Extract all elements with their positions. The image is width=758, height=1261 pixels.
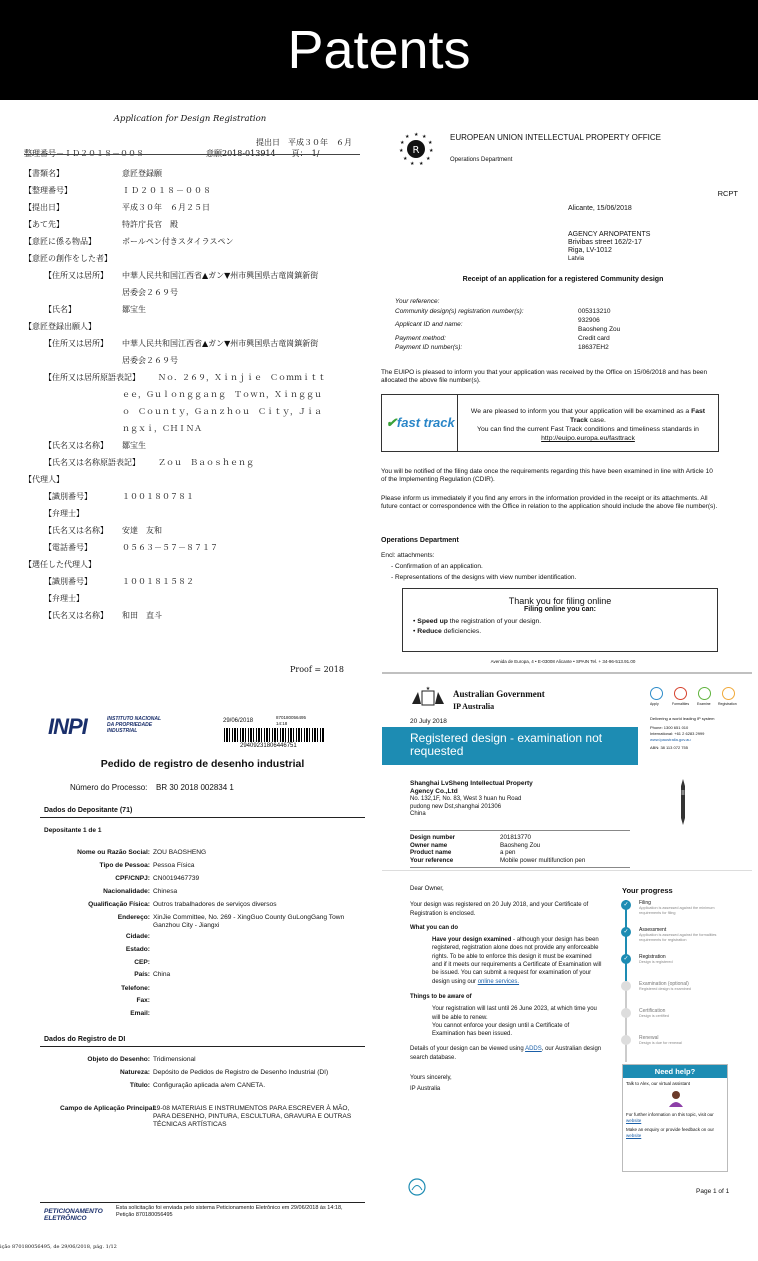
jp-value: 中華人民共和国江西省▲ガン▼州市興国県古竜崗鎮新街 [122,271,319,280]
br-field-value: Tridimensional [153,1056,196,1063]
au-detail-label: Your reference [410,856,454,864]
eu-enclosures: Encl: attachments: [381,552,435,559]
svg-text:★: ★ [419,161,424,166]
au-contact-block [650,716,714,751]
jp-value: ｅｅ，Ｇｕｌｏｎｇｇａｎｇ Ｔｏｗｎ，Ｘｉｎｇｇｕ [122,390,322,399]
fast-track-logo-label: fast track [396,415,455,430]
jp-value: 鄒宝生 [122,441,146,450]
au-bold-text: Have your design examined [432,937,512,944]
svg-text:★: ★ [410,161,415,166]
au-page-number: Page 1 of 1 [696,1188,730,1195]
eu-address [568,231,650,263]
fast-track-line: case. [589,417,606,424]
au-contact-link[interactable]: www.ipaustralia.gov.au [650,737,691,742]
jp-header: Application for Design Registration [113,114,267,124]
jp-label: 【提出日】 [24,203,64,212]
eu-field-label: Payment method: [395,335,446,342]
br-field-label: País: [134,971,150,978]
au-address-line: Agency Co.,Ltd [410,788,458,795]
jp-label: 【住所又は居所】 [44,271,108,280]
svg-text:★: ★ [428,140,433,146]
svg-text:★: ★ [426,156,431,162]
eu-department: Operations Department [450,157,513,163]
au-detail-value: Mobile power multifunction pen [500,856,586,864]
progress-step [625,927,730,954]
br-field-label: Fax: [136,997,150,1004]
ip-australia-letter [382,672,752,1207]
adds-link[interactable]: ADDS [525,1046,542,1053]
au-text: - although your design has been registered, registration alone does not provide any enforceable rights. To be able to enforce this design it must be examined and if it meets our requirements a Certificate of Examination will be issued. You can submit a request for examination of your design using our [432,937,602,985]
jp-ref-line: 整理番号－ＩＤ２０１８－００８ [24,149,144,158]
australian-coat-of-arms-icon [408,686,448,710]
au-paragraph: Your design was registered on 20 July 2018, and your Certificate of Registration is enclosed. [410,902,589,917]
fast-track-text [462,407,714,443]
au-signature: IP Australia [410,1086,441,1093]
formalities-step-icon [674,687,687,700]
fast-track-logo-text [386,415,455,431]
br-field-label: Endereço: [117,914,150,921]
au-heading: What you can do [410,924,458,931]
au-text: For further information on this topic, visit our [626,1112,714,1117]
br-field-label: Nacionalidade: [103,888,150,895]
br-field-label: Estado: [125,946,150,953]
au-contact-line: Phone: 1300 651 010 [650,725,689,730]
jp-label: 【氏名又は名称】 [44,526,108,535]
au-text: Details of your design can be viewed using [410,1046,526,1053]
br-section-title: Dados do Depositante (71) [44,807,133,814]
barcode-number: 29409231806446751 [240,743,297,749]
br-depositor-count: Depositante 1 de 1 [44,827,102,834]
jp-value: ＩＤ２０１８－００８ [122,186,212,195]
au-paragraph [410,1045,602,1062]
eu-receipt-title: Receipt of an application for a registered Community design [462,276,664,283]
progress-step-desc: Design is registered [639,960,673,964]
progress-step-desc: Application is assessed against the formalities requirements for registration [639,933,717,942]
eu-enclosure-item: - Representations of the designs with view number identification. [391,574,577,581]
br-field-value: Outros trabalhadores de serviços diversos [153,901,277,908]
eu-rcpt: RCPT [717,189,738,198]
br-process-label: Número do Processo: [70,783,148,792]
br-field-label: Campo de Aplicação Principal: [60,1105,157,1112]
fast-track-line: You can find the current Fast Track conditions and timeliness standards in [477,426,699,433]
jp-divider [24,154,360,155]
step-label: Apply [650,702,659,706]
eu-enclosure-item: - Confirmation of an application. [391,563,483,570]
au-address [410,796,521,819]
examine-step-icon [698,687,711,700]
br-process-number: BR 30 2018 002834 1 [156,783,234,792]
jp-value: 居委会２６９号 [122,356,178,365]
br-field-label: Título: [129,1082,150,1089]
step-circle-icon [621,981,631,991]
au-footer-emblem-icon [408,1178,426,1196]
peticionamento-logo [44,1208,103,1222]
japanese-application-document [20,108,360,678]
br-divider [40,1046,365,1047]
br-submission-note: Esta solicitação foi enviada pelo sistema Peticionamento Eletrônico em 29/06/2018 às 14:18, Petição 870180056495 [116,1205,343,1218]
br-field-value: Configuração aplicada a/em CANETA. [153,1082,266,1089]
fast-track-bold: Fast Track [570,408,706,424]
au-paragraph: You cannot enforce your design until a Certificate of Examination has been issued. [432,1022,570,1038]
fast-track-link[interactable]: http://euipo.europa.eu/fasttrack [541,435,635,442]
eu-field-label: Your reference: [395,298,440,305]
jp-footer: Proof = 2018 [290,665,344,674]
svg-text:★: ★ [399,148,404,154]
eu-address-line: Latvia [568,256,585,262]
barcode-date: 29/06/2018 [223,718,254,724]
svg-text:★: ★ [405,134,410,140]
jp-label: 【弁理士】 [44,594,84,603]
br-field-value: 19-08 MATERIAIS E INSTRUMENTOS PARA ESCREVER À MÃO, PARA DESENHO, PINTURA, ESCULTURA, GRAVURA E OUTRAS TÉCNICAS ARTÍSTICAS [153,1105,352,1128]
br-section-title: Dados do Registro de DI [44,1036,126,1043]
au-detail-row [410,849,630,857]
progress-step-desc: Design is due for renewal [639,1041,682,1045]
br-field-label: Qualificação Física: [88,901,150,908]
check-circle-icon: ✓ [621,900,631,910]
svg-text:★: ★ [414,132,419,138]
br-field-label: Tipo de Pessoa: [99,862,150,869]
br-field-label: Telefone: [121,985,150,992]
progress-step-desc: Design is certified [639,1014,669,1018]
au-help-box [622,1064,728,1172]
eu-address-line: AGENCY ARNOPATENTS [568,231,651,238]
progress-step-desc: Registered design is examined [639,987,691,991]
progress-step-title: Registration [639,954,666,960]
eu-field-value: Baosheng Zou [578,326,621,333]
jp-label: 【弁理士】 [44,509,84,518]
au-addressee [410,780,533,796]
step-circle-icon [621,1008,631,1018]
pet-logo-line: ELETRÔNICO [44,1215,87,1222]
au-address-line: No. 132,1F, No. 83, West 3 huan hu Road [410,796,522,802]
jp-value: 鄒宝生 [122,305,146,314]
br-field-value: ZOU BAOSHENG [153,849,207,856]
jp-label: 【整理番号】 [24,186,72,195]
eu-office-name: EUROPEAN UNION INTELLECTUAL PROPERTY OFFICE [450,133,662,142]
eu-thanks-item: • Speed up the registration of your design. [413,618,542,625]
jp-value: ボールペン付きスタイラスペン [122,237,234,246]
au-text: , our Australian design search database. [410,1046,602,1061]
svg-text:★: ★ [400,140,405,146]
br-title: Pedido de registro de desenho industrial [100,758,305,770]
jp-label: 【あて先】 [24,220,64,229]
au-help-text: Talk to Alex, our virtual assistant [626,1081,691,1086]
jp-label: 【意匠の創作をした者】 [24,254,112,263]
au-government-title: Australian Government [453,689,545,699]
au-contact-line: International: +61 2 6283 2999 [650,731,705,736]
au-details-list [410,834,630,864]
virtual-assistant-avatar-icon [667,1089,685,1107]
feedback-website-link[interactable]: website [626,1133,642,1138]
progress-step-desc: Application is assessed against the minimum requirements for filing [639,906,715,915]
au-address-line: pudong new Dst,shanghai 201306 [410,803,502,810]
step-label: Formalities [672,702,690,706]
eu-paragraph: The EUIPO is pleased to inform you that your application was received by the Office on 15/06/2018 and has been allocated the above file number(s). [381,369,708,384]
check-circle-icon: ✓ [621,954,631,964]
au-text: Make an enquiry or provide feedback on our [626,1127,715,1132]
au-address-line: China [410,811,426,817]
jp-value: 平成３０年 ６月２５日 [122,203,210,212]
jp-value: 安達 友和 [122,526,162,535]
progress-step-title: Certification [639,1008,666,1014]
au-top-rule [382,672,752,674]
au-progress-title: Your progress [622,886,673,895]
br-field-value: Pessoa Física [153,862,195,869]
eu-paragraph: You will be notified of the filing date once the requirements regarding this have been examined in line with Article 10 of the Implementing Regulation (CDIR). [381,468,713,483]
barcode-top: 870180056495 [276,715,307,720]
step-circle-icon [621,1035,631,1045]
jp-app-number: 意願2018-013914 頁： 1/ [206,149,320,158]
eu-thanks-item: • Reduce deficiencies. [413,628,482,635]
au-detail-value: 201813770 [500,834,531,841]
br-divider [40,817,365,818]
jp-value: 意匠登録願 [122,169,162,178]
jp-value: ｏ Ｃｏｕｎｔｙ，Ｇａｎｚｈｏｕ Ｃｉｔｙ，Ｊｉａ [122,407,322,416]
progress-step-title: Renewal [639,1035,659,1041]
eu-bullet-text: the registration of your design. [449,618,542,625]
pet-logo-line: PETICIONAMENTO [44,1208,103,1215]
br-field-label: Nome ou Razão Social: [77,849,150,856]
jp-label: 【氏名】 [44,305,76,314]
br-field-label: CPF/CNPJ: [115,875,150,882]
au-progress-list [625,900,730,1062]
jp-value: Ｚｏｕ Ｂａｏｓｈｅｎｇ [158,458,254,467]
eu-address-line: Brivibas street 162/2-17 [568,239,642,246]
progress-step-title: Assessment [639,927,667,933]
au-help-text [623,1109,727,1127]
barcode-time: 14:18 [276,721,288,726]
eu-thanks-title: Thank you for filing online [508,596,612,606]
step-label: Examine [697,702,711,706]
eu-address-line: Riga, LV-1012 [568,247,612,254]
fast-track-line: We are pleased to inform you that your application will be examined as a [470,408,690,415]
inpi-application-document [40,700,365,1255]
br-divider [40,1202,365,1203]
au-paragraph: Your registration will last until 26 June 2023, at which time you will be able to renew. [432,1006,597,1021]
au-greeting: Dear Owner, [410,886,444,892]
apply-step-icon [650,687,663,700]
au-detail-row [410,834,630,842]
jp-value: 特許庁長官 殿 [122,220,178,229]
progress-step [625,900,730,927]
br-field-label: Email: [130,1010,150,1017]
au-banner: Registered design - examination not requested [382,727,638,765]
br-field-label: CEP: [134,959,150,966]
jp-value: １００１８０７８１ [122,492,194,501]
svg-text:R: R [412,145,420,156]
progress-step-title: Filing [639,900,651,906]
step-label: Registration [718,702,737,706]
jp-value: １００１８１５８２ [122,577,194,586]
inpi-logo: INPI [48,714,87,739]
au-detail-label: Design number [410,834,456,841]
fast-track-logo [382,395,458,451]
jp-value: 和田 直斗 [122,611,162,620]
br-field-label: Cidade: [125,933,150,940]
br-field-value: China [153,971,171,978]
au-contact-line: ABN: 38 113 072 755 [650,745,688,750]
jp-label: 【氏名又は名称原語表記】 [44,458,140,467]
au-paragraph [410,936,602,986]
progress-step [625,954,730,981]
au-design-details [410,830,630,868]
eu-field-value: 18637EH2 [578,344,609,351]
svg-text:★: ★ [429,148,434,154]
au-help-text [623,1127,727,1139]
progress-step-title: Examination (optional) [639,981,689,987]
au-detail-label: Owner name [410,841,448,849]
au-letter-body [410,885,602,1094]
barcode-icon [224,728,324,742]
progress-step [625,1008,730,1035]
au-address-line: Shanghai LvSheng Intellectual Property [410,780,533,787]
eu-bullet-bold: Speed up [417,618,448,625]
au-detail-row [410,842,630,850]
svg-text:★: ★ [422,134,427,140]
online-services-link[interactable]: online services. [477,978,520,985]
registration-step-icon [722,687,735,700]
br-field-value: XinJie Committee, No. 269 - XingGuo County GuLongGang Town Ganzhou City - Jiangxi [153,914,345,929]
svg-text:★: ★ [425,686,431,692]
svg-text:★: ★ [403,156,408,162]
eu-signoff: Operations Department [381,537,459,544]
jp-value: ０５６３－５７－８７１７ [122,543,218,552]
jp-label: 【意匠に係る物品】 [24,237,96,246]
au-detail-value: a pen [500,849,516,856]
au-detail-value: Baosheng Zou [500,841,541,849]
jp-value: ｎｇｘｉ，ＣＨＩＮＡ [122,424,202,433]
br-field-value: CN0019467739 [153,875,200,882]
au-contact-line: Delivering a world leading IP system [650,716,715,721]
eu-fast-track-box [381,394,719,452]
jp-label: 【選任した代理人】 [24,560,96,569]
jp-label: 【氏名又は名称】 [44,611,108,620]
eu-field-value: Credit card [578,335,610,342]
progress-step [625,981,730,1008]
check-circle-icon: ✓ [621,927,631,937]
au-heading: Things to be aware of [410,993,472,1000]
br-field-value: Chinesa [153,888,178,895]
au-closing: Yours sincerely, [410,1075,452,1082]
eu-field-value: 005313210 [578,308,611,315]
br-field-label: Natureza: [119,1069,150,1076]
au-help-title: Need help? [623,1065,727,1078]
au-detail-row [410,857,630,865]
eu-thanks-box [402,588,718,652]
eu-field-label: Payment ID number(s): [395,344,463,351]
jp-label: 【住所又は居所原語表記】 [44,373,140,382]
eu-field-label: Applicant ID and name: [395,321,463,328]
eu-paragraph: Please inform us immediately if you find any errors in the information provided in the receipt or its attachments. All future contact or correspondence with the Office in relation to the application should include the above file number(s). [381,495,718,510]
check-icon: ✔ [386,415,397,430]
page-banner: Patents [0,0,758,100]
eu-field-label: Community design(s) registration number(s): [395,308,524,315]
jp-value: 中華人民共和国江西省▲ガン▼州市興国県古竜崗鎮新街 [122,339,319,348]
eu-stars-logo-icon [398,132,434,166]
inpi-logo-subtitle: INSTITUTO NACIONAL DA PROPRIEDADE INDUSTRIAL [107,716,161,734]
eu-thanks-sub: Filing online you can: [524,606,596,613]
au-date: 20 July 2018 [410,718,447,725]
au-divider [382,870,752,871]
au-ip-australia: IP Australia [453,702,495,711]
eu-bullet-bold: Reduce [417,628,442,635]
br-field-value: Depósito de Pedidos de Registro de Desenho Industrial (DI) [153,1069,329,1076]
jp-label: 【電話番号】 [44,543,92,552]
au-detail-label: Product name [410,849,452,856]
br-field-label: Objeto do Desenho: [87,1056,150,1063]
eu-field-value: 932906 [578,317,600,324]
progress-step [625,1035,730,1062]
jp-label: 【氏名又は名称】 [44,441,108,450]
br-page-footer: ição 870180056495, de 29/06/2018, pág. 1/12 [0,1244,117,1250]
jp-label: 【代理人】 [24,475,64,484]
jp-label: 【書類名】 [24,169,64,178]
jp-label: 【意匠登録出願人】 [24,322,96,331]
jp-label: 【識別番号】 [44,492,92,501]
eu-bullet-text: deficiencies. [443,628,482,635]
euipo-receipt-document [378,122,748,667]
eu-thanks-list [413,617,717,637]
jp-value: 居委会２６９号 [122,288,178,297]
jp-value: Ｎｏ．２６９，Ｘｉｎｊｉｅ Ｃｏｍｍｉｔｔ [158,373,326,382]
jp-label: 【住所又は居所】 [44,339,108,348]
eu-footer: Avenida de Europa, 4 • E-03008 Alicante • SPAIN Tel. + 34-96-513.91.00 [490,659,636,664]
eu-date: Alicante, 15/06/2018 [568,205,632,212]
jp-label: 【識別番号】 [44,577,92,586]
pen-image [678,778,688,826]
help-website-link[interactable]: website [626,1118,642,1123]
jp-submit-date: 提出日 平成３０年 ６月 [256,138,352,147]
